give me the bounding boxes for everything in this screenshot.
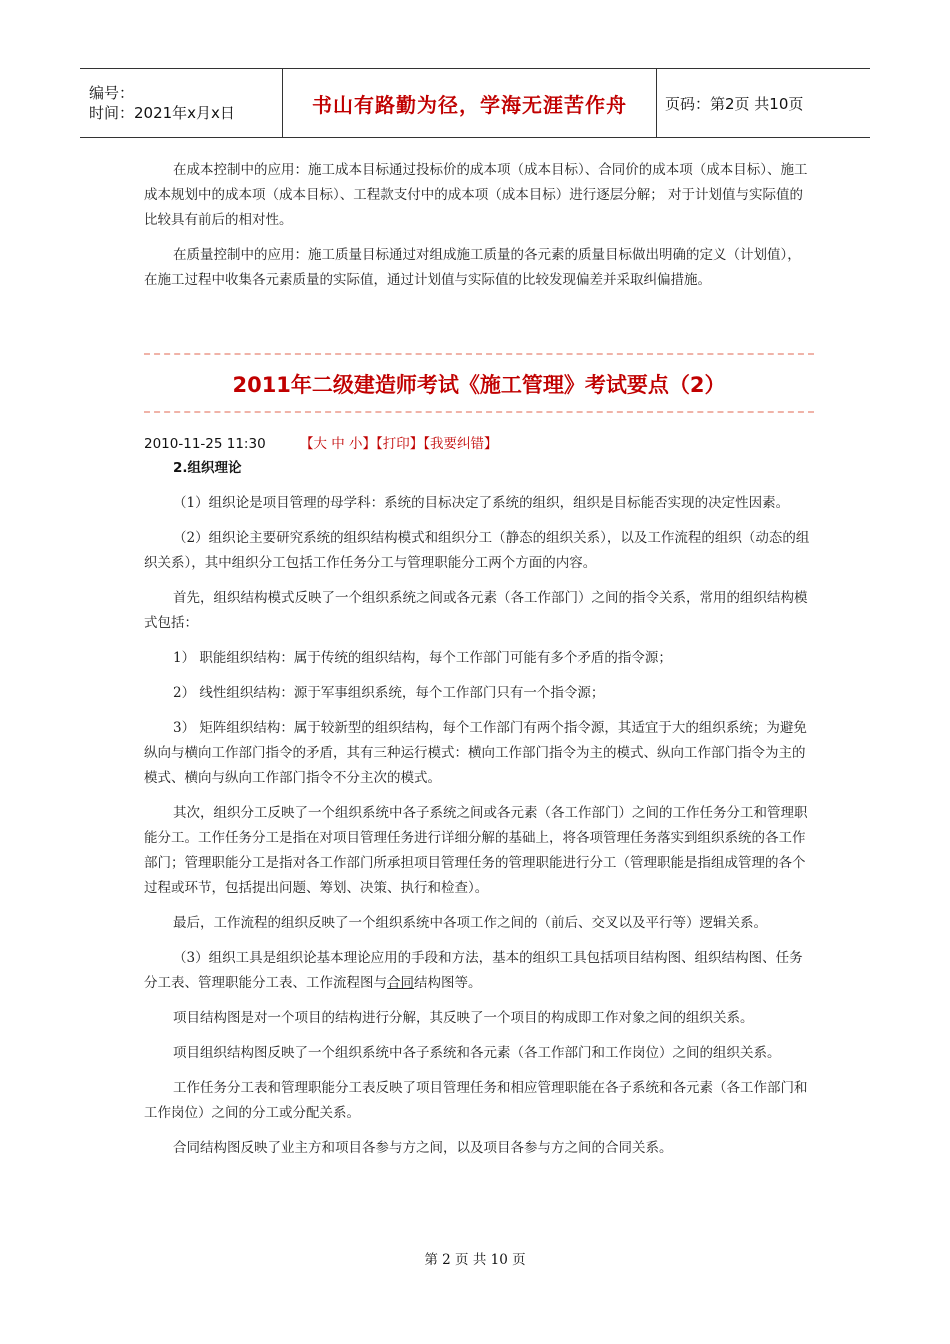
intro-paragraph: 在成本控制中的应用：施工成本目标通过投标价的成本项（成本目标）、合同价的成本项（成本目标）、施工成本规划中的成本项（成本目标）、工程款支付中的成本项（成本目标）进行逐层分解； 对于计划值与实际值的比较具有前后的相对性。 — [144, 162, 808, 228]
page-footer: 第 2 页 共 10 页 — [424, 1252, 526, 1268]
report-error-link[interactable]: 【我要纠错】 — [423, 436, 498, 452]
font-size-link[interactable]: 【大 中 小】 — [299, 436, 377, 452]
document-body — [144, 158, 814, 1171]
article-paragraph: 工作任务分工表和管理职能分工表反映了项目管理任务和相应管理职能在各子系统和各元素（各工作部门和工作岗位）之间的分工或分配关系。 — [144, 1080, 808, 1121]
article-title: 2011年二级建造师考试《施工管理》考试要点（2） — [232, 373, 726, 397]
article-paragraph: 1） 职能组织结构：属于传统的组织结构，每个工作部门可能有多个矛盾的指令源； — [173, 650, 672, 666]
section-heading: 2.组织理论 — [173, 460, 242, 476]
article-paragraph: 合同结构图反映了业主方和项目各参与方之间，以及项目各参与方之间的合同关系。 — [173, 1140, 673, 1156]
header-meta — [80, 69, 283, 137]
article-date: 2010-11-25 11:30 — [144, 436, 266, 452]
article-meta — [144, 433, 814, 455]
article-paragraph: 最后，工作流程的组织反映了一个组织系统中各项工作之间的（前后、交叉以及平行等）逻辑关系。 — [173, 915, 767, 931]
number-label: 编号： — [89, 84, 135, 102]
tools-text-after: 结构图等。 — [414, 975, 482, 991]
title-divider-bottom — [144, 411, 814, 413]
article-paragraph: 3） 矩阵组织结构：属于较新型的组织结构，每个工作部门有两个指令源，其适宜于大的组织系统；为避免纵向与横向工作部门指令的矛盾，其有三种运行模式：横向工作部门指令为主的模式、纵向工作部门指令为主的模式、横向与纵向工作部门指令不分主次的模式。 — [144, 720, 807, 786]
time-label: 时间：2021年x月x日 — [89, 104, 235, 122]
article-paragraph: 项目结构图是对一个项目的结构进行分解，其反映了一个项目的构成即工作对象之间的组织关系。 — [173, 1010, 754, 1026]
article-paragraph: 其次，组织分工反映了一个组织系统中各子系统之间或各元素（各工作部门）之间的工作任务分工和管理职能分工。工作任务分工是指在对项目管理任务进行详细分解的基础上，将各项管理任务落实到组织系统的各工作部门；管理职能分工是指对各工作部门所承担项目管理任务的管理职能进行分工（管理职能是指组成管理的各个过程或环节，包括提出问题、筹划、决策、执行和检查）。 — [144, 805, 808, 896]
tools-text-before: （3）组织工具是组织论基本理论应用的手段和方法，基本的组织工具包括项目结构图、组织结构图、任务分工表、管理职能分工表、工作流程图与 — [144, 950, 803, 991]
page-header — [80, 68, 870, 138]
header-page-cell — [657, 69, 870, 137]
title-divider-top — [144, 353, 814, 355]
header-motto-cell — [283, 69, 657, 137]
article-paragraph: （2）组织论主要研究系统的组织结构模式和组织分工（静态的组织关系），以及工作流程的组织（动态的组织关系），其中组织分工包括工作任务分工与管理职能分工两个方面的内容。 — [144, 530, 810, 571]
print-link[interactable]: 【打印】 — [376, 436, 424, 452]
intro-paragraph: 在质量控制中的应用：施工质量目标通过对组成施工质量的各元素的质量目标做出明确的定义（计划值），在施工过程中收集各元素质量的实际值，通过计划值与实际值的比较发现偏差并采取纠偏措施。 — [144, 247, 801, 288]
article-paragraph: 项目组织结构图反映了一个组织系统中各子系统和各元素（各工作部门和工作岗位）之间的组织关系。 — [173, 1045, 781, 1061]
tools-paragraph — [144, 946, 814, 996]
article-paragraph: （1）组织论是项目管理的母学科：系统的目标决定了系统的组织，组织是目标能否实现的决定性因素。 — [173, 495, 790, 511]
contract-link[interactable]: 合同 — [387, 975, 414, 991]
page-label: 页码：第2页 共10页 — [665, 94, 804, 113]
article-paragraph: 2） 线性组织结构：源于军事组织系统，每个工作部门只有一个指令源； — [173, 685, 605, 701]
article-paragraph: 首先，组织结构模式反映了一个组织系统之间或各元素（各工作部门）之间的指令关系，常用的组织结构模式包括： — [144, 590, 808, 631]
header-motto: 书山有路勤为径，学海无涯苦作舟 — [312, 92, 627, 117]
